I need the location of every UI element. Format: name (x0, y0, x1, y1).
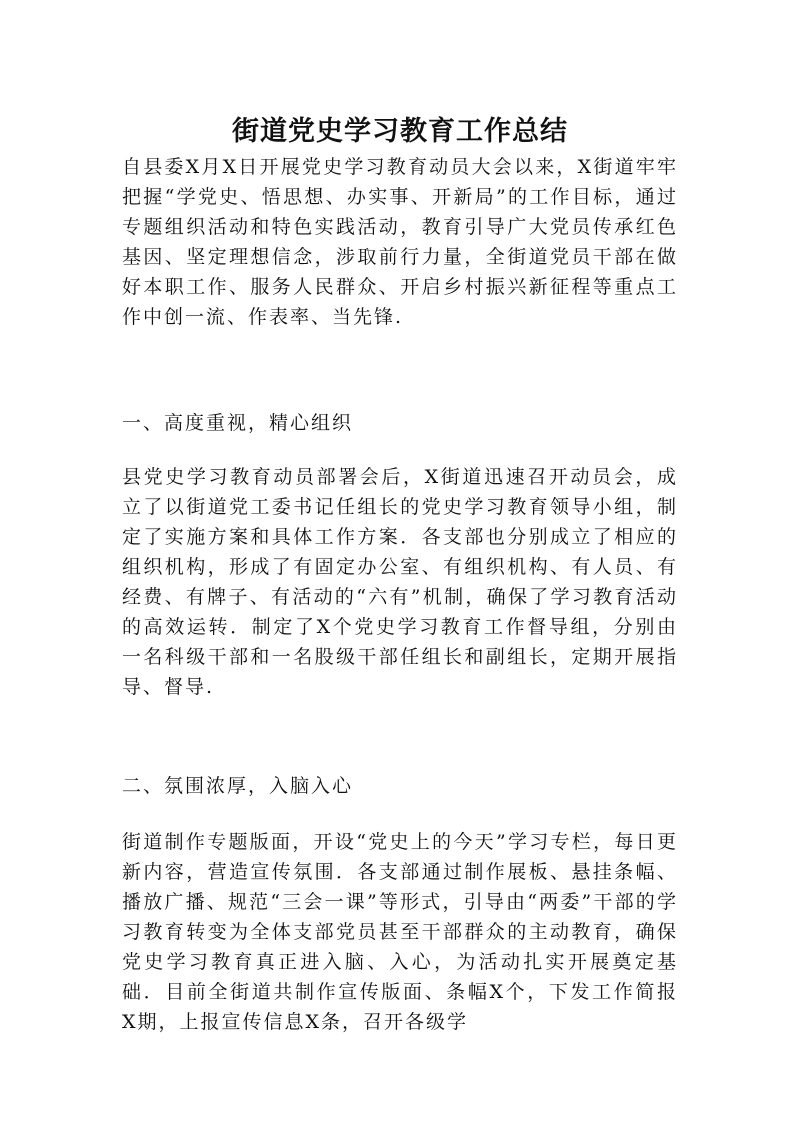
section-body-1: 县党史学习教育动员部署会后，X街道迅速召开动员会，成立了以街道党工委书记任组长的党史学习教育领导小组，制定了实施方案和具体工作方案．各支部也分别成立了相应的组织机构，形成了有固定办公室、有组织机构、有人员、有经费、有牌子、有活动的“六有”机制，确保了学习教育活动的高效运转．制定了X个党史学习教育工作督导组，分别由一名科级干部和一名股级干部任组长和副组长，定期开展指导、督导. (122, 466, 678, 698)
section-heading-1: 一、高度重视，精心组织 (122, 412, 354, 434)
section-body-2: 街道制作专题版面，开设“党史上的今天”学习专栏，每日更新内容，营造宣传氛围．各支部通过制作展板、悬挂条幅、播放广播、规范“三会一课”等形式，引导由“两委”干部的学习教育转变为全体支部党员甚至干部群众的主动教育，确保党史学习教育真正进入脑、入心，为活动扎实开展奠定基础．目前全街道共制作宣传版面、条幅X个，下发工作简报X期，上报宣传信息X条，召开各级学 (122, 831, 678, 1033)
document-title: 街道党史学习教育工作总结 (232, 116, 568, 147)
section-heading-2: 二、氛围浓厚，入脑入心 (122, 775, 354, 797)
intro-paragraph: 自县委X月X日开展党史学习教育动员大会以来，X街道牢牢把握“学党史、悟思想、办实事、开新局”的工作目标，通过专题组织活动和特色实践活动，教育引导广大党员传承红色基因、坚定理想信念，涉取前行力量，全街道党员干部在做好本职工作、服务人民群众、开启乡村振兴新征程等重点工作中创一流、作表率、当先锋. (122, 156, 678, 328)
